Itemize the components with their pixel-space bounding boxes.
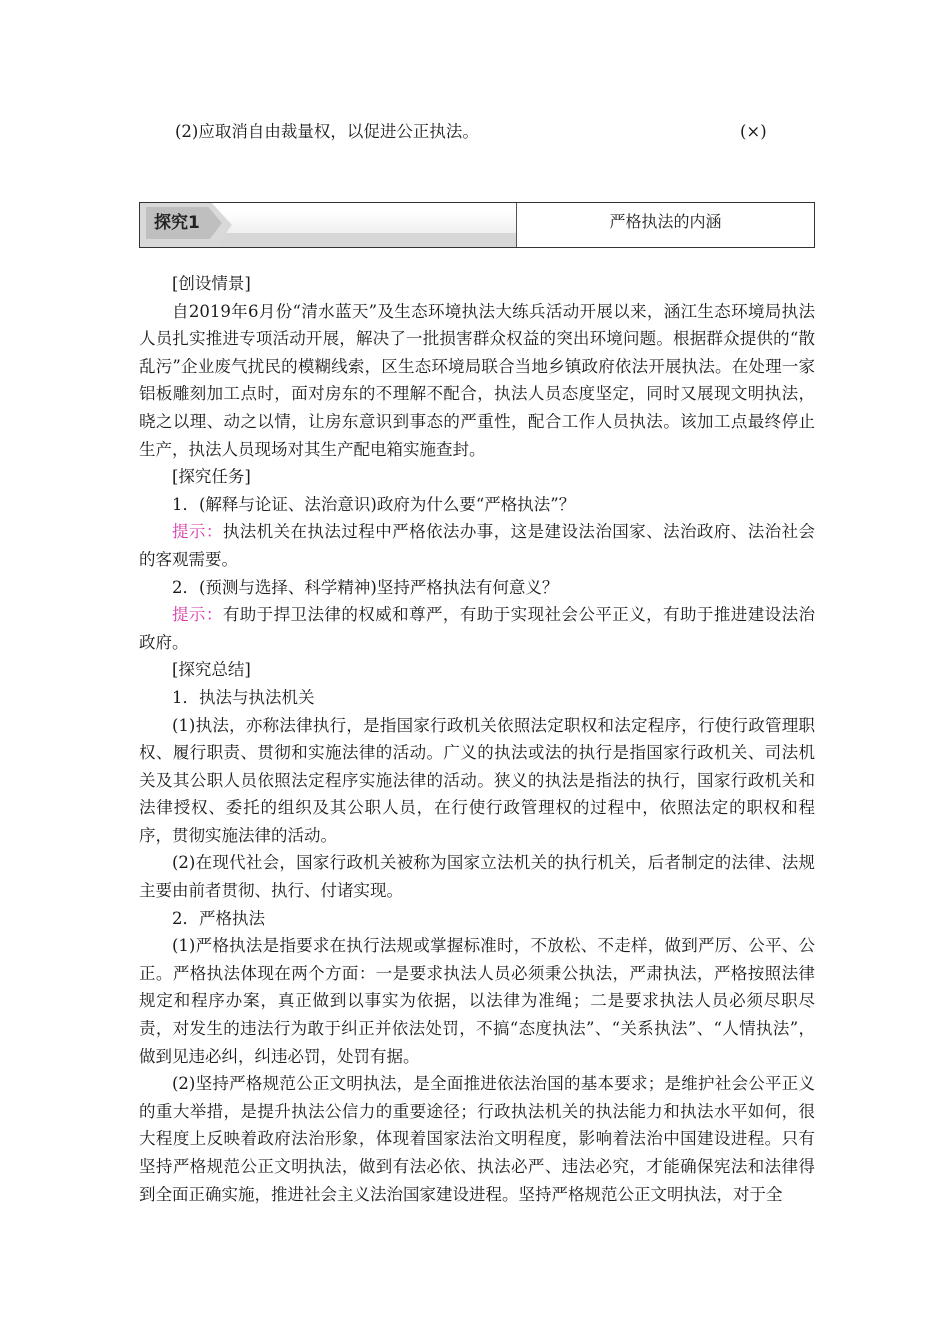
summary-paragraph-2: (2)在现代社会，国家行政机关被称为国家立法机关的执行机关，后者制定的法律、法规主要由前者贯彻、执行、付诸实现。	[139, 853, 815, 901]
hint-label: 提示：	[172, 522, 223, 542]
answer-text: 执法机关在执法过程中严格依法办事，这是建设法治国家、法治政府、法治社会的客观需要。	[139, 522, 816, 569]
tasks-heading: [探究任务]	[172, 467, 251, 487]
task-question-1: 1．(解释与论证、法治意识)政府为什么要“严格执法”？	[172, 494, 576, 514]
banner-title: 严格执法的内涵	[609, 212, 722, 231]
summary-paragraph-3: (1)严格执法是指要求在执行法规或掌握标准时，不放松、不走样，做到严厉、公平、公正。严格执法体现在两个方面：一是要求执法人员必须秉公执法，严肃执法，严格按照法律规定和程序办案，真正做到以事实为依据，以法律为准绳；二是要求执法人员必须尽职尽责，对发生的违法行为敢于纠正并依法处罚，不搞“态度执法”、“关系执法”、“人情执法”，做到见违必纠，纠违必罚，处罚有据。	[139, 936, 815, 1066]
judgement-mark: (×)	[740, 122, 767, 141]
section-banner	[139, 202, 815, 248]
answer-text: 有助于捍卫法律的权威和尊严，有助于实现社会公平正义，有助于推进建设法治政府。	[139, 605, 816, 652]
summary-paragraph-1: (1)执法，亦称法律执行，是指国家行政机关依照法定职权和法定程序，行使行政管理职权、履行职责、贯彻和实施法律的活动。广义的执法或法的执行是指国家行政机关、司法机关及其公职人员依照法定程序实施法律的活动。狭义的执法是指法的执行，国家行政机关和法律授权、委托的组织及其公职人员，在行使行政管理权的过程中，依照法定的职权和程序，贯彻实施法律的活动。	[139, 715, 815, 845]
summary-paragraph-4: (2)坚持严格规范公正文明执法，是全面推进依法治国的基本要求；是维护社会公平正义的重大举措，是提升执法公信力的重要途径；行政执法机关的执法能力和执法水平如何，很大程度上反映着政府法治形象，体现着国家法治文明程度，影响着法治中国建设进程。只有坚持严格规范公正文明执法，做到有法必依、执法必严、违法必究，才能确保宪法和法律得到全面正确实施，推进社会主义法治国家建设进程。坚持严格规范公正文明执法，对于全	[139, 1074, 815, 1204]
task-question-2: 2．(预测与选择、科学精神)坚持严格执法有何意义？	[172, 577, 559, 597]
main-content	[139, 270, 815, 1208]
task-answer-2	[139, 601, 815, 656]
hint-label: 提示：	[172, 605, 223, 625]
summary-heading: [探究总结]	[172, 660, 251, 680]
summary-subheading-2: 2．严格执法	[172, 908, 265, 928]
judgement-item: (2)应取消自由裁量权，以促进公正执法。	[175, 122, 479, 141]
scenario-heading: [创设情景]	[172, 274, 251, 293]
banner-label: 探究1	[154, 213, 200, 233]
summary-subheading-1: 1．执法与执法机关	[172, 687, 315, 707]
scenario-text: 自2019年6月份“清水蓝天”及生态环境执法大练兵活动开展以来，涵江生态环境局执法人员扎实推进专项活动开展，解决了一批损害群众权益的突出环境问题。根据群众提供的“散乱污”企业废气扰民的模糊线索，区生态环境局联合当地乡镇政府依法开展执法。在处理一家铝板雕刻加工点时，面对房东的不理解不配合，执法人员态度坚定，同时又展现文明执法，晓之以理、动之以情，让房东意识到事态的严重性，配合工作人员执法。该加工点最终停止生产，执法人员现场对其生产配电箱实施查封。	[139, 301, 815, 459]
task-answer-1	[139, 518, 815, 573]
